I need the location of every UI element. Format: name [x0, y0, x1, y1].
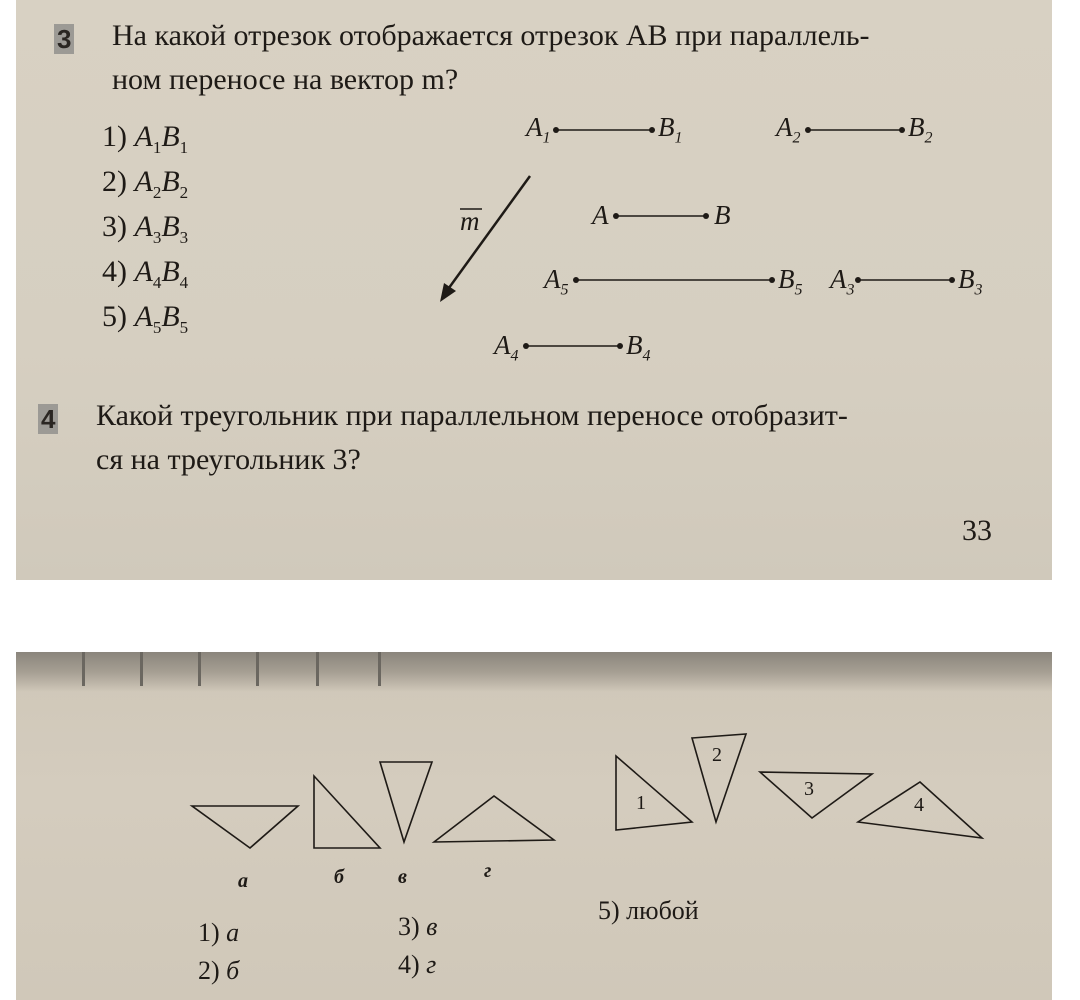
option-sub-a: 4: [152, 273, 162, 292]
label-sub: 3: [846, 281, 855, 299]
label-a3: [830, 264, 855, 299]
triangle-b: [314, 776, 380, 848]
page-top: [16, 0, 1052, 580]
point-b5: [769, 277, 775, 283]
label-letter: B: [778, 264, 795, 294]
answer-4: [398, 950, 436, 980]
label-sub: 2: [792, 129, 801, 147]
triangle-v: [380, 762, 432, 842]
label-a2: [776, 112, 801, 147]
question-4-text-2: ся на треугольник 3?: [96, 443, 361, 476]
point-a5: [573, 277, 579, 283]
vector-m-line: [446, 176, 530, 292]
question-4-number: 4: [38, 404, 58, 434]
point-a: [613, 213, 619, 219]
label-letter: B: [958, 264, 975, 294]
label-letter: A: [544, 264, 561, 294]
segments-figure: [16, 0, 1052, 580]
answer-num: 4): [398, 950, 420, 979]
option-num: 2): [102, 165, 127, 198]
triangle-1-number: 1: [636, 792, 646, 814]
page-number: 33: [962, 514, 992, 547]
label-sub: 2: [924, 129, 933, 147]
triangle-3-number: 3: [804, 778, 814, 800]
option-point-a: A: [134, 300, 153, 333]
label-letter: A: [830, 264, 847, 294]
option-sub-b: 3: [179, 228, 189, 247]
label-sub: 4: [510, 347, 519, 365]
label-sub: 3: [974, 281, 983, 299]
label-letter: A: [526, 112, 543, 142]
label-sub: 4: [642, 347, 651, 365]
option-point-a: A: [134, 210, 153, 243]
point-b: [703, 213, 709, 219]
option-point-b: B: [161, 255, 180, 288]
point-a1: [553, 127, 559, 133]
label-b2: [908, 112, 933, 147]
triangle-g-label: г: [484, 860, 492, 882]
option-point-a: A: [134, 165, 153, 198]
label-sub: 5: [560, 281, 569, 299]
label-letter: A: [494, 330, 511, 360]
option-sub-b: 1: [179, 138, 189, 157]
label-sub: 1: [542, 129, 551, 147]
option-sub-a: 5: [152, 318, 162, 337]
point-b1: [649, 127, 655, 133]
triangles-figure: [16, 652, 1052, 1000]
option-sub-a: 1: [152, 138, 162, 157]
label-letter: B: [714, 200, 731, 230]
option-point-b: B: [161, 300, 180, 333]
label-letter: B: [908, 112, 925, 142]
answer-1: [198, 918, 239, 948]
question-4-text-1: Какой треугольник при параллельном переносе отобразит-: [96, 399, 848, 432]
answer-2: [198, 956, 239, 986]
label-letter: B: [626, 330, 643, 360]
option-point-a: A: [134, 120, 153, 153]
answer-num: 5): [598, 896, 620, 925]
triangle-b-label: б: [334, 866, 344, 888]
vector-m-arrowhead: [440, 283, 456, 302]
page-bottom: [16, 652, 1052, 1000]
label-b3: [958, 264, 983, 299]
label-a1: [526, 112, 551, 147]
answer-value: а: [226, 918, 240, 947]
label-sub: 1: [674, 129, 683, 147]
triangle-2-number: 2: [712, 744, 722, 766]
answer-num: 2): [198, 956, 220, 985]
option-sub-b: 4: [179, 273, 189, 292]
answer-value: любой: [626, 896, 699, 925]
option-sub-b: 5: [179, 318, 189, 337]
answer-3: [398, 912, 437, 942]
triangle-a: [192, 806, 298, 848]
label-b5: [778, 264, 803, 299]
triangle-v-label: в: [398, 866, 407, 888]
label-b: [714, 200, 731, 235]
option-point-b: B: [161, 120, 180, 153]
question-3-number: 3: [54, 24, 74, 54]
label-letter: B: [658, 112, 675, 142]
question-3-text-2: ном переносе на вектор m?: [112, 63, 459, 96]
option-num: 5): [102, 300, 127, 333]
label-sub: 5: [794, 281, 803, 299]
option-num: 3): [102, 210, 127, 243]
triangle-a-label: а: [238, 870, 248, 892]
answer-num: 1): [198, 918, 220, 947]
option-point-b: B: [161, 210, 180, 243]
point-b2: [899, 127, 905, 133]
label-a5: [544, 264, 569, 299]
point-a3: [855, 277, 861, 283]
triangle-1: [616, 756, 692, 830]
label-letter: A: [776, 112, 793, 142]
question-4-text-line2: [96, 438, 361, 482]
answer-num: 3): [398, 912, 420, 941]
option-sub-b: 2: [179, 183, 189, 202]
point-b3: [949, 277, 955, 283]
option-point-a: A: [134, 255, 153, 288]
label-letter: A: [592, 200, 609, 230]
question-3-text-1: На какой отрезок отображается отрезок AB при параллель-: [112, 19, 870, 52]
triangle-3: [760, 772, 872, 818]
vector-m-label: m: [460, 206, 480, 236]
label-b1: [658, 112, 683, 147]
option-num: 1): [102, 120, 127, 153]
option-sub-a: 2: [152, 183, 162, 202]
option-num: 4): [102, 255, 127, 288]
triangle-4-number: 4: [914, 794, 924, 816]
option-sub-a: 3: [152, 228, 162, 247]
answer-value: г: [426, 950, 437, 979]
question-4-text-line1: [96, 394, 848, 438]
triangle-g: [434, 796, 554, 842]
label-a4: [494, 330, 519, 365]
answer-value: б: [226, 956, 240, 985]
point-a4: [523, 343, 529, 349]
point-a2: [805, 127, 811, 133]
label-a: [592, 200, 609, 235]
point-b4: [617, 343, 623, 349]
option-point-b: B: [161, 165, 180, 198]
label-b4: [626, 330, 651, 365]
answer-value: в: [426, 912, 438, 941]
answer-5: [598, 896, 699, 926]
